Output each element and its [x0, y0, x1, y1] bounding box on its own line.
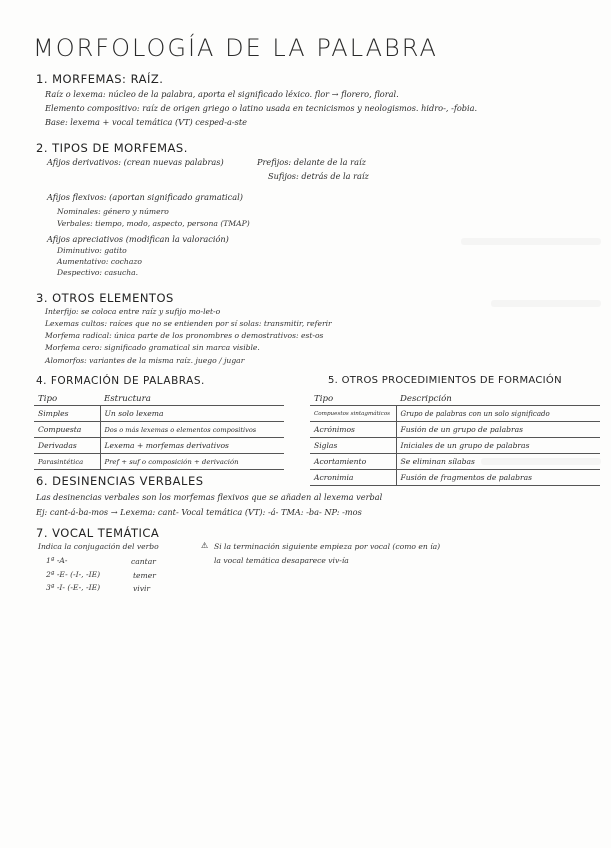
cell-tipo: Simples: [34, 406, 100, 422]
aumentativo: Aumentativo: cochazo: [57, 257, 142, 266]
table-row: [34, 406, 284, 422]
table-row: [34, 422, 284, 438]
afijos-derivativos: Afijos derivativos: (crean nuevas palabras): [47, 157, 224, 167]
s3-line: Alomorfos: variantes de la misma raíz. juego / jugar: [45, 356, 245, 365]
warning-line: la vocal temática desaparece viv-ía: [214, 556, 349, 565]
section-5-heading: 5. OTROS PROCEDIMIENTOS DE FORMACIÓN: [328, 375, 562, 386]
cell-tipo: Compuestos sintagmáticos: [310, 406, 396, 422]
s6-line: Las desinencias verbales son los morfemas flexivos que se añaden al lexema verbal: [36, 492, 383, 502]
conj-label: 1ª -A-: [46, 556, 68, 565]
section-7-heading: 7. VOCAL TEMÁTICA: [36, 526, 160, 540]
diminutivo: Diminutivo: gatito: [57, 246, 127, 255]
section-4-heading: 4. FORMACIÓN DE PALABRAS.: [36, 375, 205, 387]
scan-artifact: [461, 238, 601, 245]
cell-tipo: Acortamiento: [310, 454, 396, 470]
warning-line: Si la terminación siguiente empieza por vocal (como en ía): [214, 542, 441, 551]
prefijos: Prefijos: delante de la raíz: [257, 157, 366, 167]
col-descripcion: Descripción: [400, 393, 452, 404]
afijos-flexivos: Afijos flexivos: (aportan significado gramatical): [47, 192, 243, 202]
s7-intro: Indica la conjugación del verbo: [38, 542, 159, 551]
scan-artifact: [491, 300, 601, 307]
cell-descripcion: Se eliminan sílabas: [396, 454, 600, 470]
other-procedures-table: [310, 391, 600, 486]
col-tipo: Tipo: [38, 393, 58, 404]
table-row: [310, 438, 600, 454]
s1-line: Elemento compositivo: raíz de origen griego o latino usada en tecnicismos y neologismos. hidro-, -fobia.: [45, 103, 478, 113]
cell-tipo: Acronimia: [310, 470, 396, 486]
conj-label: 3ª -I- (-E-, -IE): [46, 583, 101, 592]
s6-line: Ej: cant-á-ba-mos → Lexema: cant- Vocal temática (VT): -á- TMA: -ba- NP: -mos: [36, 507, 362, 517]
cell-tipo: Compuesta: [34, 422, 100, 438]
cell-descripcion: Fusión de fragmentos de palabras: [396, 470, 600, 486]
cell-tipo: Acrónimos: [310, 422, 396, 438]
section-6-heading: 6. DESINENCIAS VERBALES: [36, 474, 204, 488]
warning-icon: ⚠: [201, 541, 209, 550]
cell-descripcion: Iniciales de un grupo de palabras: [396, 438, 600, 454]
cell-descripcion: Grupo de palabras con un solo significado: [396, 406, 600, 422]
table-row: [310, 470, 600, 486]
cell-estructura: Dos o más lexemas o elementos compositivos: [100, 422, 284, 438]
s1-line: Base: lexema + vocal temática (VT) cesped-a-ste: [45, 117, 248, 127]
page-title: MORFOLOGÍA DE LA PALABRA: [33, 34, 438, 62]
s3-line: Morfema cero: significado gramatical sin marca visible.: [45, 343, 260, 352]
table-row: [310, 406, 600, 422]
section-3-heading: 3. OTROS ELEMENTOS: [36, 291, 174, 305]
section-1-heading: 1. MORFEMAS: RAÍZ.: [36, 72, 164, 86]
formation-table: [34, 391, 284, 470]
section-2-heading: 2. TIPOS DE MORFEMAS.: [36, 141, 188, 155]
table-row: [310, 422, 600, 438]
conj-label: 2ª -E- (-I-, -IE): [46, 570, 101, 579]
s3-line: Morfema radical: única parte de los pronombres o demostrativos: est-os: [45, 331, 324, 340]
table-row: [34, 438, 284, 454]
cell-estructura: Un solo lexema: [100, 406, 284, 422]
s3-line: Interfijo: se coloca entre raíz y sufijo mo-let-o: [45, 307, 221, 316]
s3-line: Lexemas cultos: raíces que no se entienden por sí solas: transmitir, referir: [45, 319, 332, 328]
table-row: [310, 454, 600, 470]
conj-example: temer: [133, 571, 156, 580]
cell-descripcion: Fusión de un grupo de palabras: [396, 422, 600, 438]
afijos-apreciativos: Afijos apreciativos (modifican la valoración): [47, 234, 229, 244]
cell-estructura: Lexema + morfemas derivativos: [100, 438, 284, 454]
conj-example: vivir: [133, 584, 151, 593]
verbales: Verbales: tiempo, modo, aspecto, persona (TMAP): [57, 219, 250, 228]
col-tipo: Tipo: [314, 393, 334, 404]
conj-example: cantar: [131, 557, 156, 566]
col-estructura: Estructura: [104, 393, 151, 404]
cell-tipo: Derivadas: [34, 438, 100, 454]
s1-line: Raíz o lexema: núcleo de la palabra, aporta el significado léxico. flor → florero, floral.: [45, 89, 399, 99]
nominales: Nominales: género y número: [57, 207, 169, 216]
cell-tipo: Parasintética: [34, 454, 100, 470]
sufijos: Sufijos: detrás de la raíz: [268, 171, 369, 181]
cell-estructura: Pref + suf o composición + derivación: [100, 454, 284, 470]
cell-tipo: Siglas: [310, 438, 396, 454]
despectivo: Despectivo: casucha.: [57, 268, 139, 277]
table-row: [34, 454, 284, 470]
